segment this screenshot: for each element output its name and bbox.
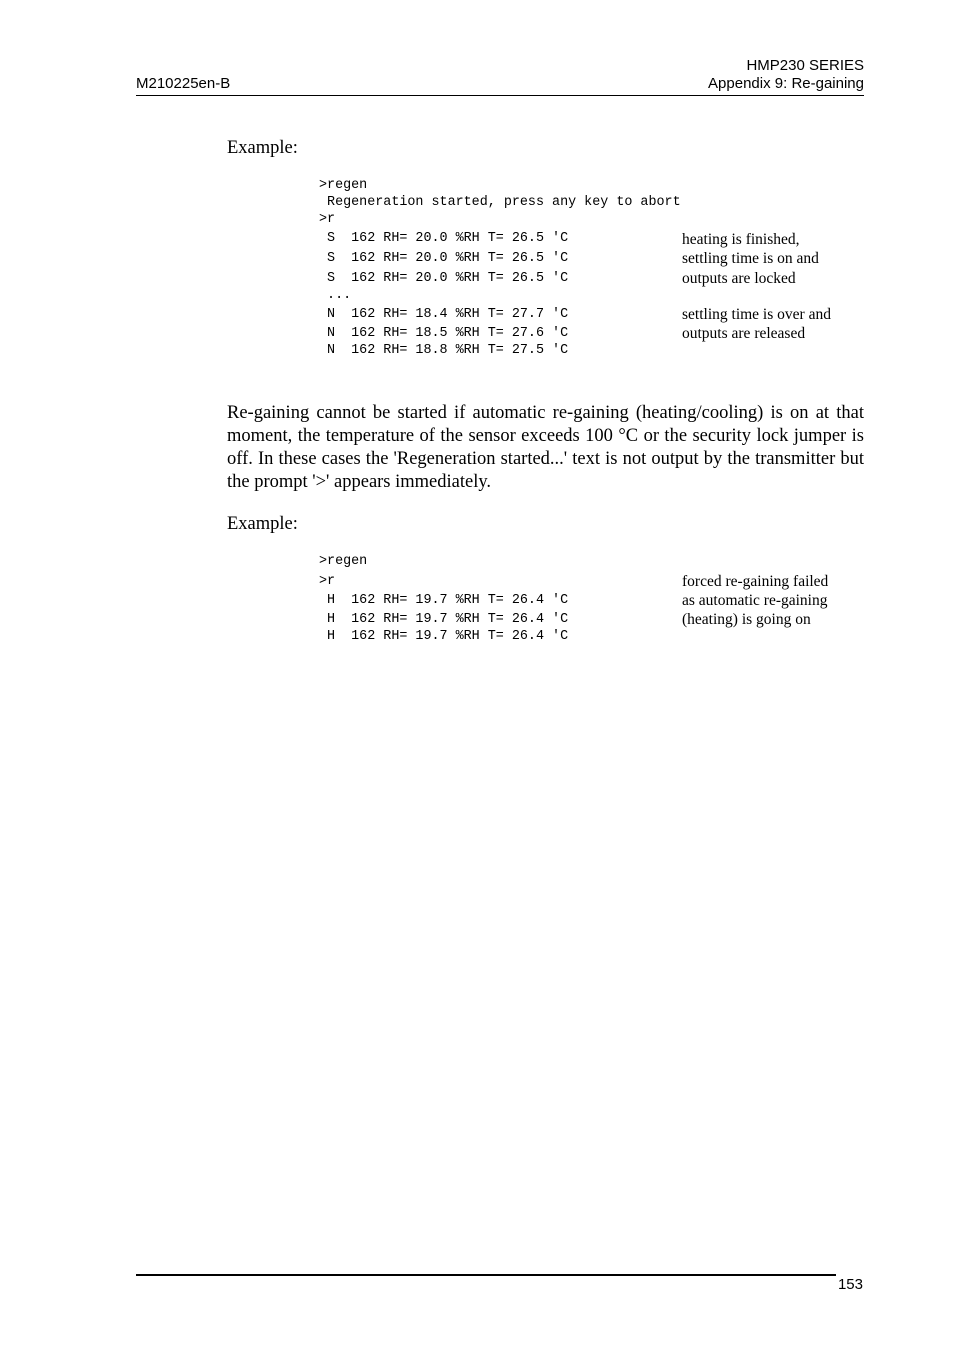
header-appendix: Appendix 9: Re-gaining	[708, 75, 864, 92]
code-line: >r	[319, 212, 336, 227]
code-line: S 162 RH= 20.0 %RH T= 26.5 'C	[319, 271, 569, 286]
header-series: HMP230 SERIES	[746, 57, 864, 74]
footer-rule	[136, 1274, 836, 1276]
code-line: H 162 RH= 19.7 %RH T= 26.4 'C	[319, 629, 569, 644]
code-note: forced re-gaining failed	[682, 573, 829, 590]
example-2-label: Example:	[227, 514, 298, 534]
code-line: >r	[319, 574, 336, 589]
code-line: H 162 RH= 19.7 %RH T= 26.4 'C	[319, 593, 569, 608]
code-line: >regen	[319, 554, 368, 569]
code-note: outputs are released	[682, 325, 806, 342]
body-paragraph: Re-gaining cannot be started if automatic re-gaining (heating/cooling) is on at that moment, the temperature of the sensor exceeds 100 °C or the security lock jumper is off. In these cases the 'Regeneration started...' text is not output by the transmitter but the prompt '>' appears immediately.	[227, 403, 864, 492]
code-line: H 162 RH= 19.7 %RH T= 26.4 'C	[319, 612, 569, 627]
code-note: heating is finished,	[682, 231, 800, 248]
code-note: settling time is over and	[682, 306, 831, 323]
code-note: (heating) is going on	[682, 611, 811, 628]
code-line: >regen	[319, 178, 368, 193]
code-line: N 162 RH= 18.4 %RH T= 27.7 'C	[319, 307, 569, 322]
code-note: settling time is on and	[682, 250, 819, 267]
code-line: S 162 RH= 20.0 %RH T= 26.5 'C	[319, 231, 569, 246]
page-number: 153	[837, 1276, 863, 1293]
code-note: as automatic re-gaining	[682, 592, 828, 609]
header-doc-id: M210225en-B	[136, 75, 231, 92]
code-note: outputs are locked	[682, 270, 796, 287]
code-line: ...	[319, 288, 352, 303]
example-1-label: Example:	[227, 138, 298, 158]
code-line: N 162 RH= 18.8 %RH T= 27.5 'C	[319, 343, 569, 358]
code-line: Regeneration started, press any key to abort	[319, 195, 681, 210]
header-rule	[136, 95, 864, 96]
code-line: S 162 RH= 20.0 %RH T= 26.5 'C	[319, 251, 569, 266]
code-line: N 162 RH= 18.5 %RH T= 27.6 'C	[319, 326, 569, 341]
